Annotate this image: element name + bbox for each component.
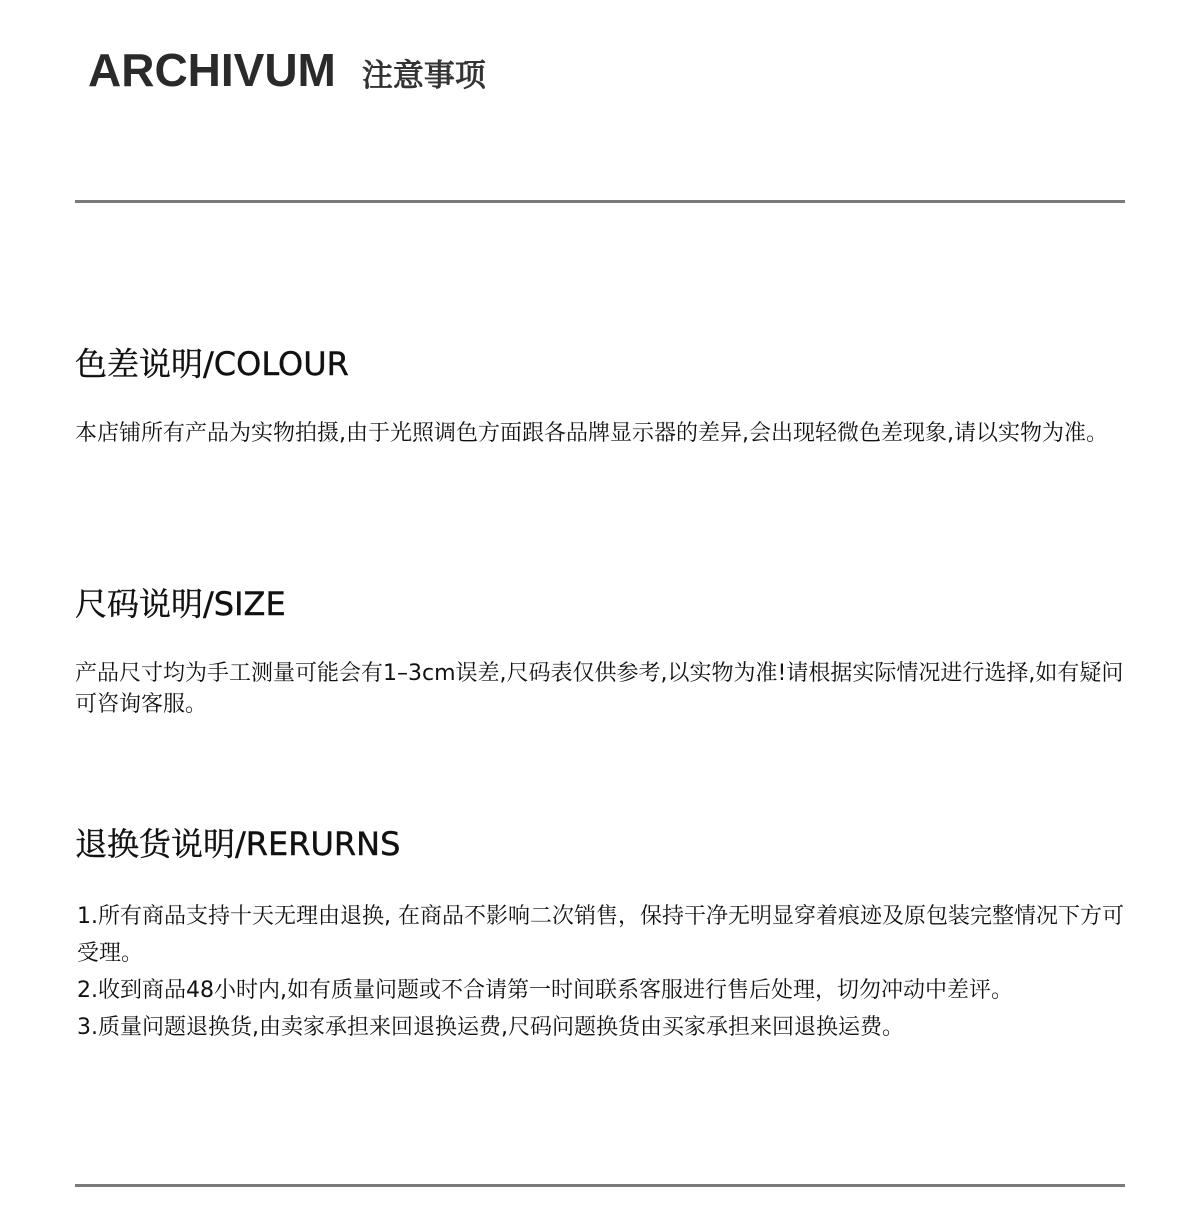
colour-section	[75, 344, 1125, 449]
bottom-divider	[75, 1184, 1125, 1187]
size-section-body: 产品尺寸均为手工测量可能会有1–3cm误差,尺码表仅供参考,以实物为准!请根据实际情况进行选择,如有疑问可咨询客服。	[75, 661, 1124, 717]
returns-list-item-3: 3.质量问题退换货,由卖家承担来回退换运费,尺码问题换货由买家承担来回退换运费。	[77, 1015, 904, 1040]
size-section-title: 尺码说明/SIZE	[75, 585, 286, 623]
page-title: 注意事项	[361, 58, 486, 94]
returns-list-item-2: 2.收到商品48小时内,如有质量问题或不合请第一时间联系客服进行售后处理，切勿冲动中差评。	[77, 978, 1013, 1003]
size-section	[75, 584, 1125, 720]
returns-list-item-1: 1.所有商品支持十天无理由退换, 在商品不影响二次销售，保持干净无明显穿着痕迹及原包装完整情况下方可受理。	[77, 904, 1124, 966]
colour-section-body: 本店铺所有产品为实物拍摄,由于光照调色方面跟各品牌显示器的差异,会出现轻微色差现象,请以实物为准。	[75, 421, 1108, 446]
returns-list	[75, 898, 1125, 1046]
colour-section-title: 色差说明/COLOUR	[75, 345, 349, 383]
returns-section	[75, 824, 1125, 1068]
returns-section-title: 退换货说明/RERURNS	[75, 825, 401, 863]
brand-logo-text: ARCHIVUM	[88, 44, 336, 96]
page-header	[88, 40, 486, 106]
top-divider	[75, 200, 1125, 203]
